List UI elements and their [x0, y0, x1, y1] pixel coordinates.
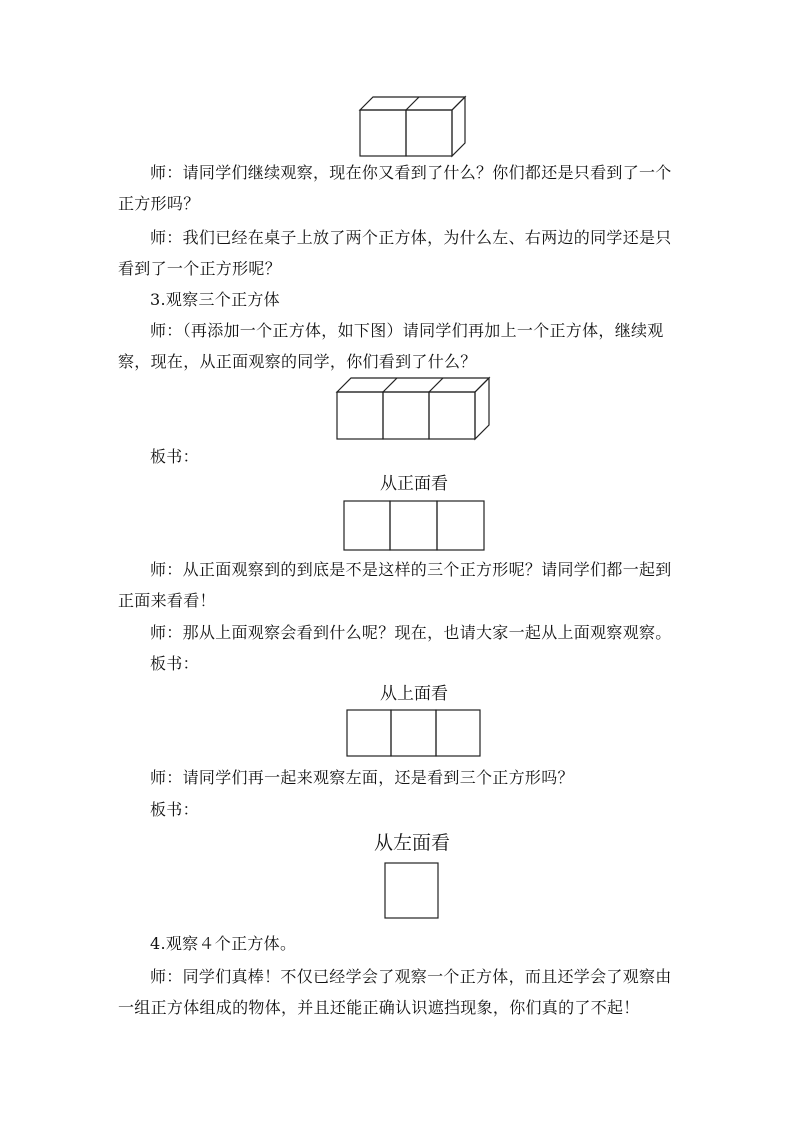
- three-cubes-figure: [335, 376, 491, 442]
- paragraph-10: 板书：: [150, 800, 199, 819]
- two-cubes-drawing: [358, 95, 470, 159]
- top-view-figure: [346, 709, 484, 759]
- front-view-squares: [343, 500, 487, 552]
- front-view-figure: [343, 500, 487, 552]
- paragraph-6: 师：从正面观察到的到底是不是这样的三个正方形呢？请同学们都一起到正面来看看！: [118, 560, 672, 610]
- three-cubes-drawing: [335, 376, 491, 442]
- front-view-caption: 从正面看: [380, 474, 448, 494]
- top-view-caption: 从上面看: [380, 684, 448, 704]
- left-view-square: [384, 862, 440, 920]
- paragraph-8: 板书：: [150, 654, 199, 673]
- paragraph-1: 师：请同学们继续观察，现在你又看到了什么？你们都还是只看到了一个正方形吗？: [118, 163, 672, 213]
- section-heading-3: 3.观察三个正方体: [150, 290, 280, 309]
- top-view-squares: [346, 709, 484, 759]
- two-cubes-figure: [358, 95, 470, 159]
- paragraph-9: 师：请同学们再一起来观察左面，还是看到三个正方形吗？: [150, 768, 574, 787]
- section-heading-4: 4.观察４个正方体。: [150, 934, 297, 953]
- left-view-figure: [384, 862, 440, 920]
- paragraph-5: 板书：: [150, 447, 199, 466]
- paragraph-4: 师：（再添加一个正方体，如下图）请同学们再加上一个正方体，继续观察，现在，从正面观察的同学，你们看到了什么？: [118, 321, 664, 371]
- paragraph-7: 师：那从上面观察会看到什么呢？现在，也请大家一起从上面观察观察。: [150, 623, 672, 642]
- paragraph-12: 师：同学们真棒！不仅已经学会了观察一个正方体，而且还学会了观察由一组正方体组成的物体，并且还能正确认识遮挡现象，你们真的了不起！: [118, 967, 672, 1017]
- left-view-caption: 从左面看: [373, 832, 450, 854]
- paragraph-2: 师：我们已经在桌子上放了两个正方体，为什么左、右两边的同学还是只看到了一个正方形呢？: [118, 228, 672, 278]
